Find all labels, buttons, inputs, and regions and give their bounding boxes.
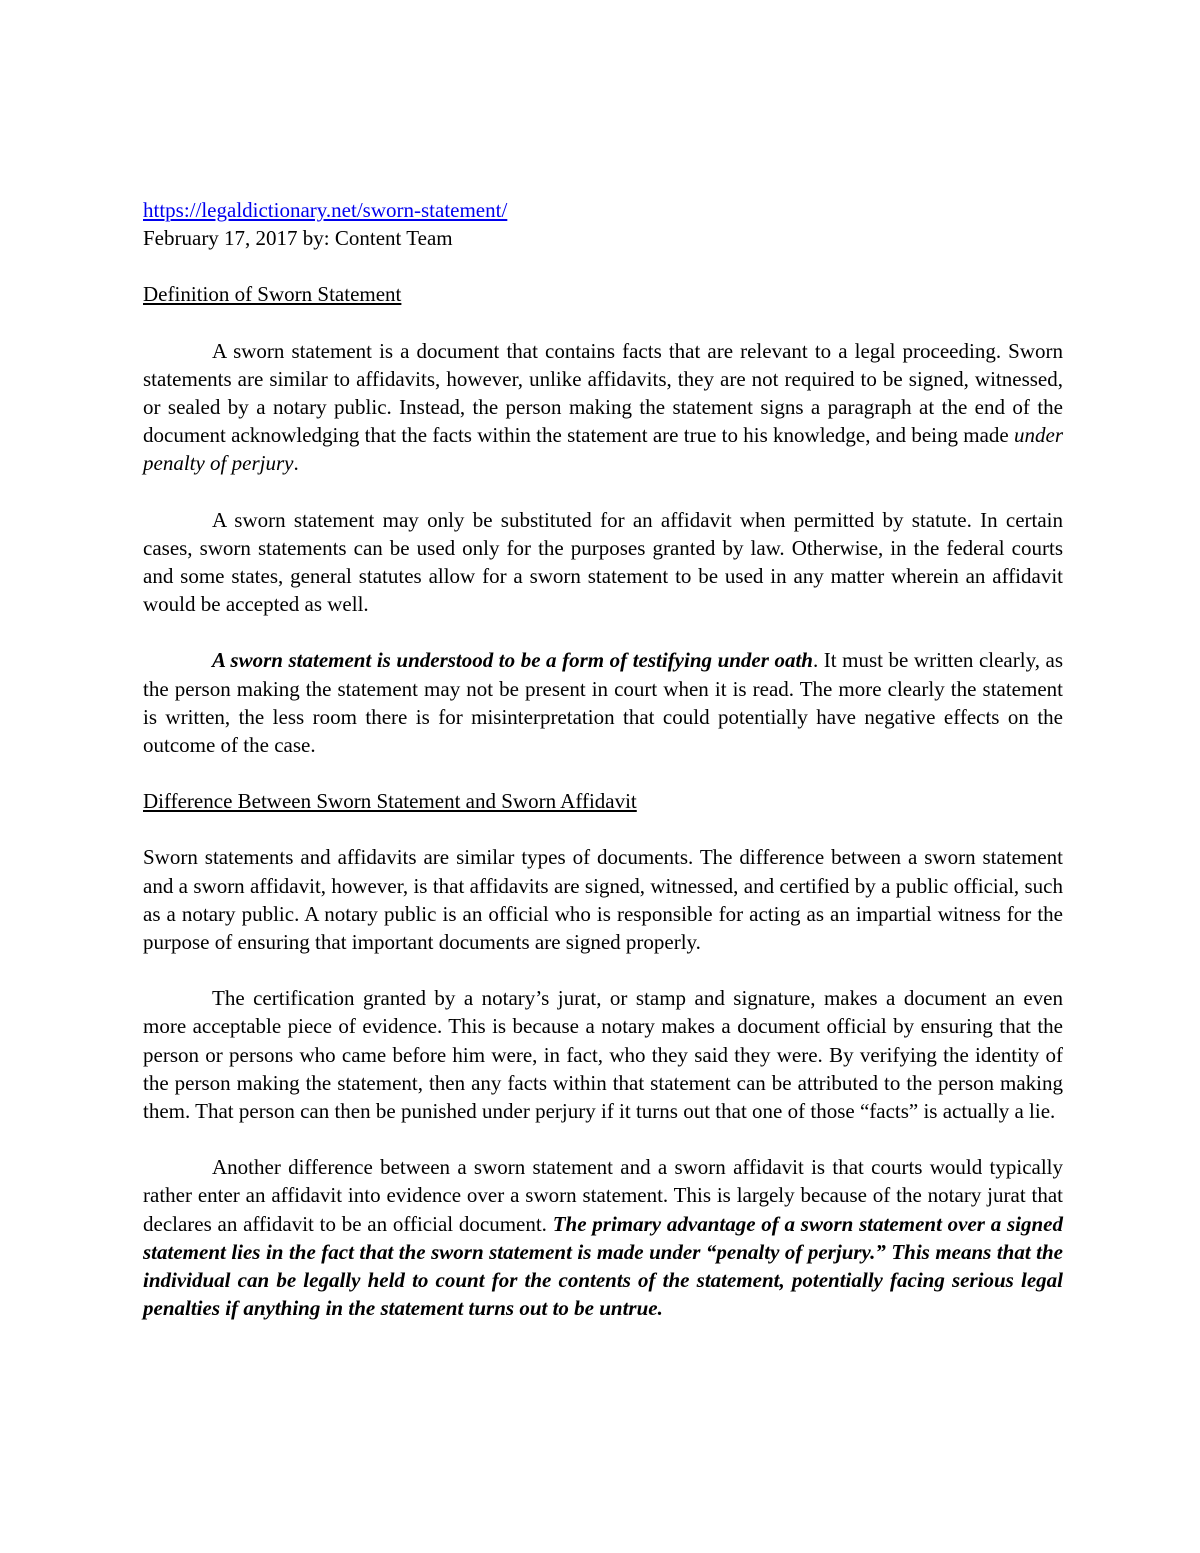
paragraph-difference: Sworn statements and affidavits are similar types of documents. The difference between a sworn statement and a sworn affidavit, however, is that affidavits are signed, witnessed, and certified by a public official, such as a notary public. A notary public is an official who is responsible for acting as an impartial witness for the purpose of ensuring that important documents are signed properly.: [143, 845, 1063, 955]
paragraph-testifying-text: . It must be written clearly, as the person making the statement may not be present in court when it is read. The more clearly the statement is written, the less room there is for misinterpretation that could potentially have negative effects on the outcome of the case.: [143, 648, 1063, 758]
paragraph-definition-end: .: [293, 451, 299, 476]
paragraph-substitution: A sworn statement may only be substituted for an affidavit when permitted by statute. In certain cases, sworn statements can be used only for the purposes granted by law. Otherwise, in the federal courts and some states, general statutes allow for a sworn statement to be used in any matter wherein an affidavit would be accepted as well.: [143, 507, 1063, 617]
section-heading-difference: Difference Between Sworn Statement and Sworn Affidavit: [143, 789, 637, 814]
advantage-emphasis: The primary advantage of a sworn statement over a signed statement lies in the fact that the sworn statement is made under “penalty of perjury.” This means that the individual can be legally held to count for the contents of the statement, potentially facing serious legal penalties if anything in the statement turns out to be untrue.: [143, 1211, 1063, 1321]
penalty-of-perjury-emphasis: under penalty of perjury: [143, 423, 1063, 476]
source-link[interactable]: https://legaldictionary.net/sworn-statement/: [143, 198, 508, 222]
paragraph-advantage-text: Another difference between a sworn statement and a sworn affidavit is that courts would typically rather enter an affidavit into evidence over a sworn statement. This is largely because of the notary jurat that declares an affidavit to be an official document.: [143, 1155, 1063, 1236]
paragraph-definition: [143, 337, 1063, 478]
paragraph-advantage: [143, 1153, 1063, 1322]
section-heading-definition: Definition of Sworn Statement: [143, 282, 402, 307]
paragraph-definition-text: A sworn statement is a document that contains facts that are relevant to a legal proceeding. Sworn statements are similar to affidavits, however, unlike affidavits, they are not required to be signed, witnessed, or sealed by a notary public. Instead, the person making the statement signs a paragraph at the end of the document acknowledging that the facts within the statement are true to his knowledge, and being made: [143, 338, 1063, 448]
document-page: [143, 196, 1063, 1323]
byline: February 17, 2017 by: Content Team: [143, 226, 453, 251]
paragraph-testifying: [143, 646, 1063, 759]
paragraph-certification: The certification granted by a notary’s jurat, or stamp and signature, makes a document an even more acceptable piece of evidence. This is because a notary makes a document official by ensuring that the person or persons who came before him were, in fact, who they said they were. By verifying the identity of the person making the statement, then any facts within that statement can be attributed to the person making them. That person can then be punished under perjury if it turns out that one of those “facts” is actually a lie.: [143, 986, 1063, 1124]
testifying-emphasis: A sworn statement is understood to be a form of testifying under oath: [212, 648, 813, 673]
